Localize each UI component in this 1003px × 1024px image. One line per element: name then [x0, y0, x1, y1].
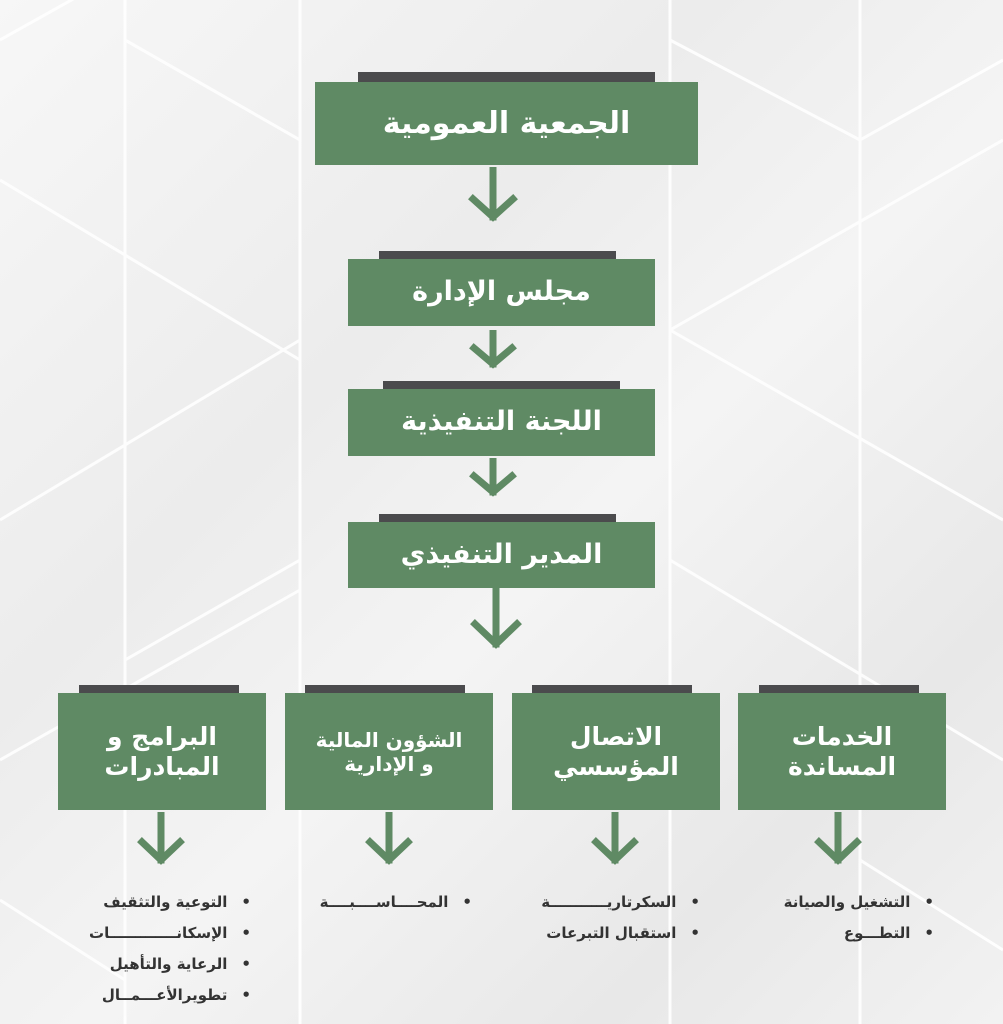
- list-item: • التطـــوع: [784, 918, 934, 949]
- down-arrow-icon: [365, 812, 413, 868]
- list-item: • الإسكانـــــــــــــات: [89, 918, 251, 949]
- down-arrow-icon: [137, 812, 185, 868]
- dept-support-label: الخدمات المساندة: [787, 721, 897, 781]
- down-arrow-icon: [468, 330, 518, 372]
- general-assembly-box: [315, 82, 698, 165]
- down-arrow-icon: [468, 167, 518, 225]
- general-assembly-label: الجمعية العمومية: [382, 105, 631, 141]
- down-arrow-icon: [468, 458, 518, 500]
- down-arrow-icon: [591, 812, 639, 868]
- board-box: [348, 259, 655, 326]
- list-item: • السكرتاريـــــــــــة: [541, 887, 700, 918]
- list-item: • التشغيل والصيانة: [784, 887, 934, 918]
- list-item: • التوعية والتثقيف: [89, 887, 251, 918]
- dept-finance-box: [285, 693, 493, 810]
- board-label: مجلس الإدارة: [412, 276, 591, 308]
- list-item: • المحــــاســــبــــة: [320, 887, 472, 918]
- dept-programs-box: [58, 693, 266, 810]
- down-arrow-icon: [470, 588, 522, 652]
- executive-director-box: [348, 522, 655, 588]
- executive-director-label: المدير التنفيذي: [400, 538, 603, 570]
- dept-communication-list: [541, 887, 700, 949]
- dept-communication-label: الاتصال المؤسسي: [553, 721, 679, 781]
- executive-committee-box: [348, 389, 655, 456]
- down-arrow-icon: [814, 812, 862, 868]
- dept-communication-box: [512, 693, 720, 810]
- dept-programs-label: البرامج و المبادرات: [104, 721, 220, 781]
- dept-support-list: [784, 887, 934, 949]
- dept-programs-list: [89, 887, 251, 1011]
- list-item: • الرعاية والتأهيل: [89, 949, 251, 980]
- list-item: • تطويرالأعـــمــال: [89, 980, 251, 1011]
- executive-committee-label: اللجنة التنفيذية: [401, 406, 602, 438]
- list-item: • استقبال التبرعات: [541, 918, 700, 949]
- dept-support-box: [738, 693, 946, 810]
- dept-finance-label: الشؤون المالية و الإدارية: [315, 727, 463, 776]
- dept-finance-list: [320, 887, 472, 918]
